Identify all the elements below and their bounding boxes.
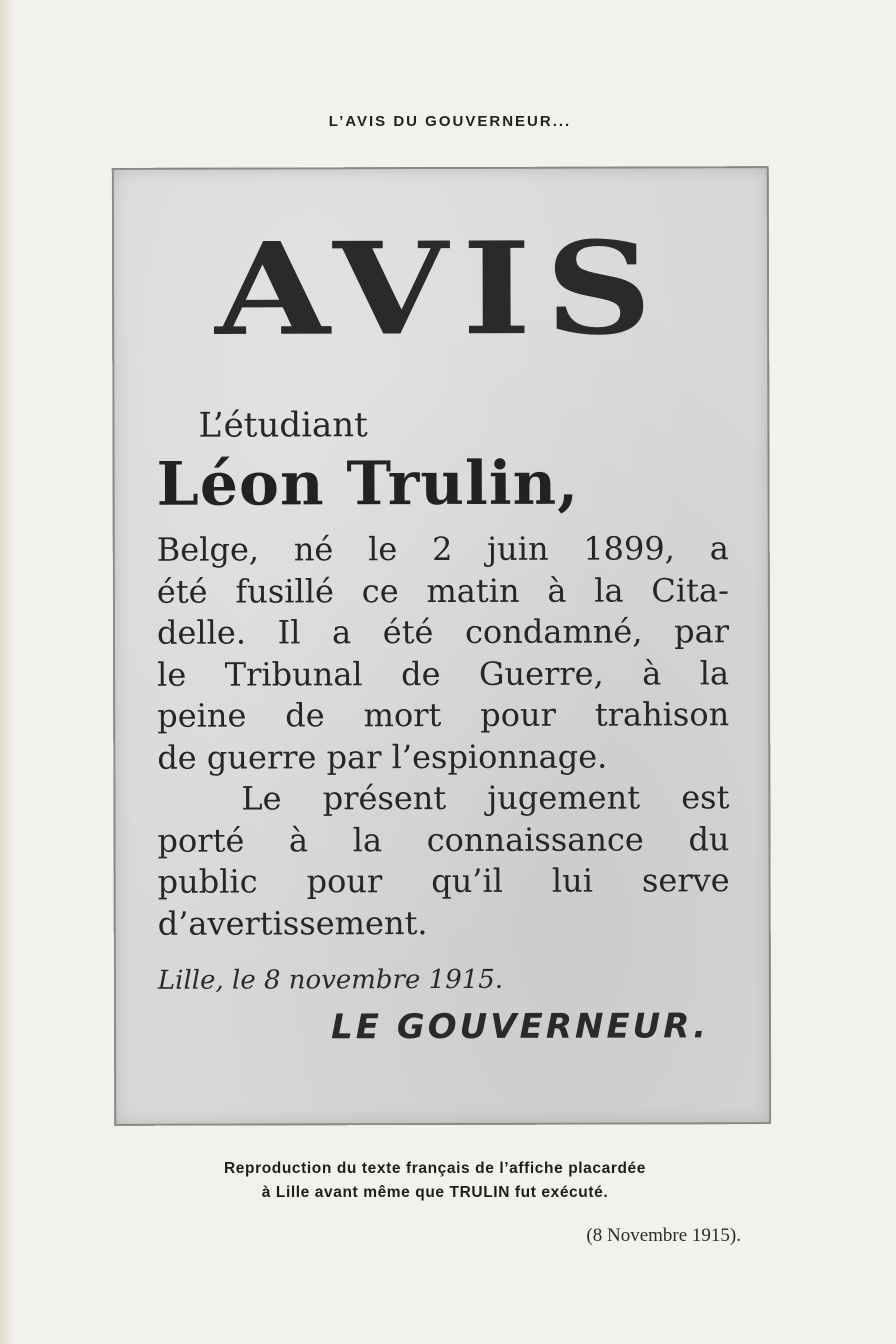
poster-body [157,528,730,944]
poster-body-line: d’avertissement. [157,903,428,943]
poster-signature: LE GOUVERNEUR. [331,1006,710,1048]
poster-image [112,166,772,1126]
poster-body-line: porté à la connaissance du [157,819,730,860]
page-header: L’AVIS DU GOUVERNEUR... [328,113,572,130]
poster-body-line: Belge, né le 2 juin 1899, a [156,529,729,569]
poster-title: AVIS [214,213,667,365]
caption-line: Reproduction du texte français de l’affiche placardée [224,1160,646,1177]
poster-body-line: de guerre par l’espionnage. [157,737,608,777]
figure-caption [0,1157,870,1205]
poster-body-line: delle. Il a été condamné, par [156,612,730,652]
caption-line: à Lille avant même que TRULIN fut exécuté. [261,1184,609,1201]
poster-intro: L’étudiant [198,405,368,446]
poster-place-date: Lille, le 8 novembre 1915. [157,964,504,996]
poster-body-line: peine de mort pour trahison [157,695,730,735]
page-binding-edge [0,0,14,1344]
caption-date: (8 Novembre 1915). [586,1225,741,1246]
poster-body-line: Le présent jugement est [241,778,730,818]
poster-name: Léon Trulin, [156,448,580,520]
poster-body-line: public pour qu’il lui serve [157,861,730,901]
poster-body-line: été fusillé ce matin à la Cita- [156,570,729,611]
poster-body-line: le Tribunal de Guerre, à la [157,653,730,694]
